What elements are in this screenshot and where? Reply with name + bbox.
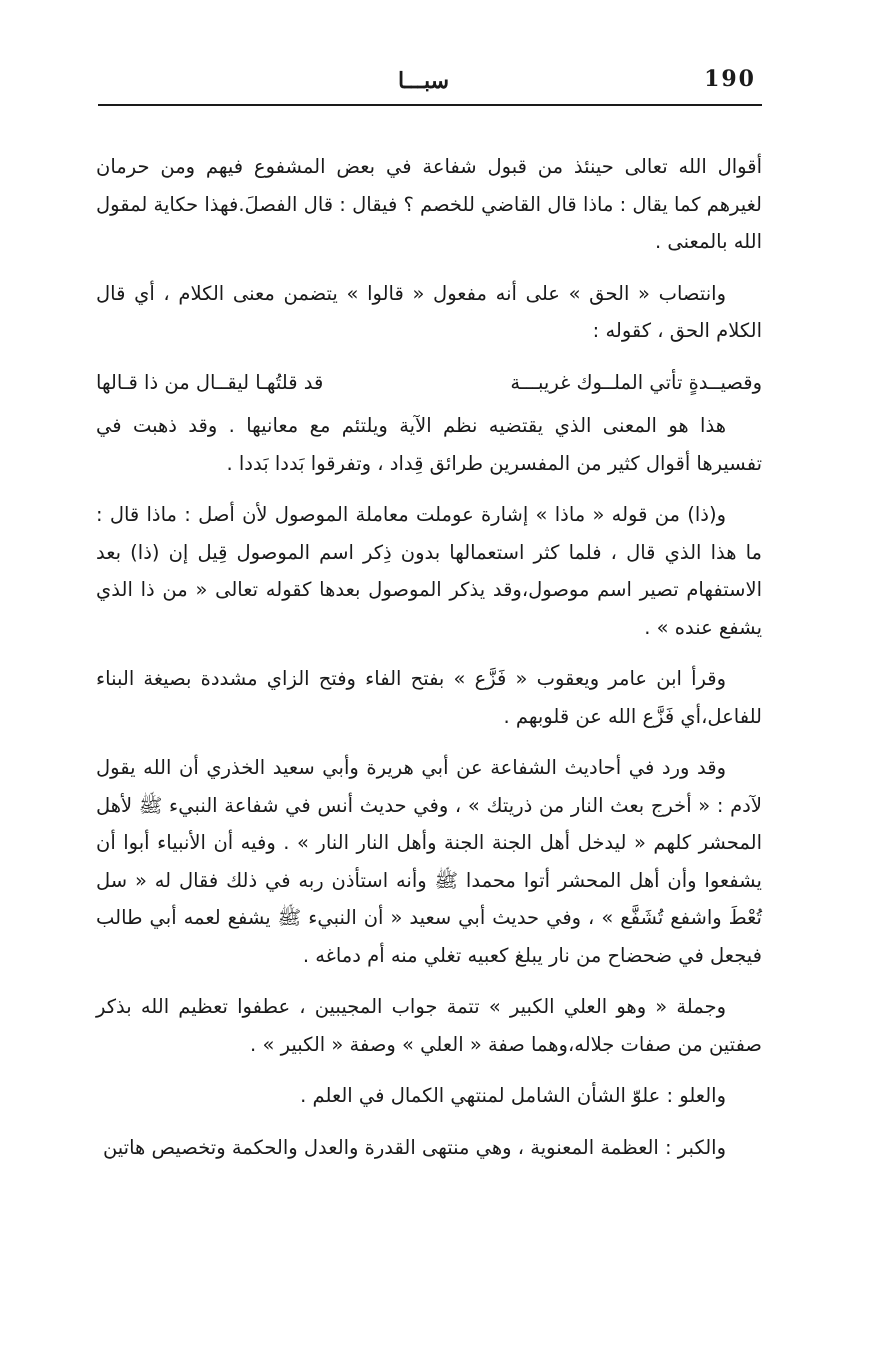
paragraph-5: وقرأ ابن عامر ويعقوب « فَزَّع » بفتح الفاء وفتح الزاي مشددة بصيغة البناء للفاعل،أي فَزَّع الله عن قلوبهم .: [96, 667, 762, 728]
verse-second-hemistich: قد قلتُهـا ليقــال من ذا قـالها: [96, 370, 324, 394]
verse-first-hemistich: وقصيــدةٍ تأتي الملــوك غريبـــة: [510, 370, 762, 394]
page-number: 190: [704, 66, 756, 92]
page-header: [98, 62, 762, 106]
paragraph-7: وجملة « وهو العلي الكبير » تتمة جواب المجيبين ، عطفوا تعظيم الله بذكر صفتين من صفات جلاله،وهما صفة « العلي » وصفة « الكبير » .: [96, 995, 762, 1056]
running-title: سبـــا: [398, 68, 450, 94]
page-body: [96, 148, 762, 1180]
paragraph-2: وانتصاب « الحق » على أنه مفعول « قالوا » يتضمن معنى الكلام ، أي قال الكلام الحق ، كقوله :: [96, 281, 762, 342]
paragraph-1: أقوال الله تعالى حينئذ من قبول شفاعة في بعض المشفوع فيهم ومن حرمان لغيرهم كما يقال : ماذا قال القاضي للخصم ؟ فيقال : قال الفصلَ.فهذا حكاية لمقول الله بالمعنى .: [96, 155, 762, 253]
paragraph-3: هذا هو المعنى الذي يقتضيه نظم الآية ويلتئم مع معانيها . وقد ذهبت في تفسيرها أقوال كثير من المفسرين طرائق قِداد ، وتفرقوا بَددا بَددا .: [96, 414, 762, 475]
paragraph-8: والعلو : علوّ الشأن الشامل لمنتهي الكمال في العلم .: [300, 1084, 726, 1107]
poetry-verse: [96, 364, 762, 402]
paragraph-9: والكبر : العظمة المعنوية ، وهي منتهى القدرة والعدل والحكمة وتخصيص هاتين: [102, 1135, 726, 1159]
paragraph-4: و(ذا) من قوله « ماذا » إشارة عوملت معاملة الموصول لأن أصل : ماذا قال : ما هذا الذي قال ، فلما كثر استعمالها بدون ذِكر اسم الموصول قِيل إن (ذا) بعد الاستفهام تصير اسم موصول،وقد يذكر الموصول بعدها كقوله تعالى « من ذا الذي يشفع عنده » .: [96, 503, 762, 639]
header-rule: [98, 104, 762, 106]
paragraph-6: وقد ورد في أحاديث الشفاعة عن أبي هريرة وأبي سعيد الخذري أن الله يقول لآدم : « أخرج بعث النار من ذريتك » ، وفي حديث أنس في شفاعة النبيء ﷺ لأهل المحشر كلهم « ليدخل أهل الجنة الجنة وأهل النار النار » . وفيه أن الأنبياء أبوا أن يشفعوا وأن أهل المحشر أتوا محمدا ﷺ وأنه استأذن ربه في ذلك فقال له « سل تُعْطَ واشفع تُشَفَّع » ، وفي حديث أبي سعيد « أن النبيء ﷺ يشفع لعمه أبي طالب فيجعل في ضحضاح من نار يبلغ كعبيه تغلي منه أم دماغه .: [96, 756, 762, 967]
